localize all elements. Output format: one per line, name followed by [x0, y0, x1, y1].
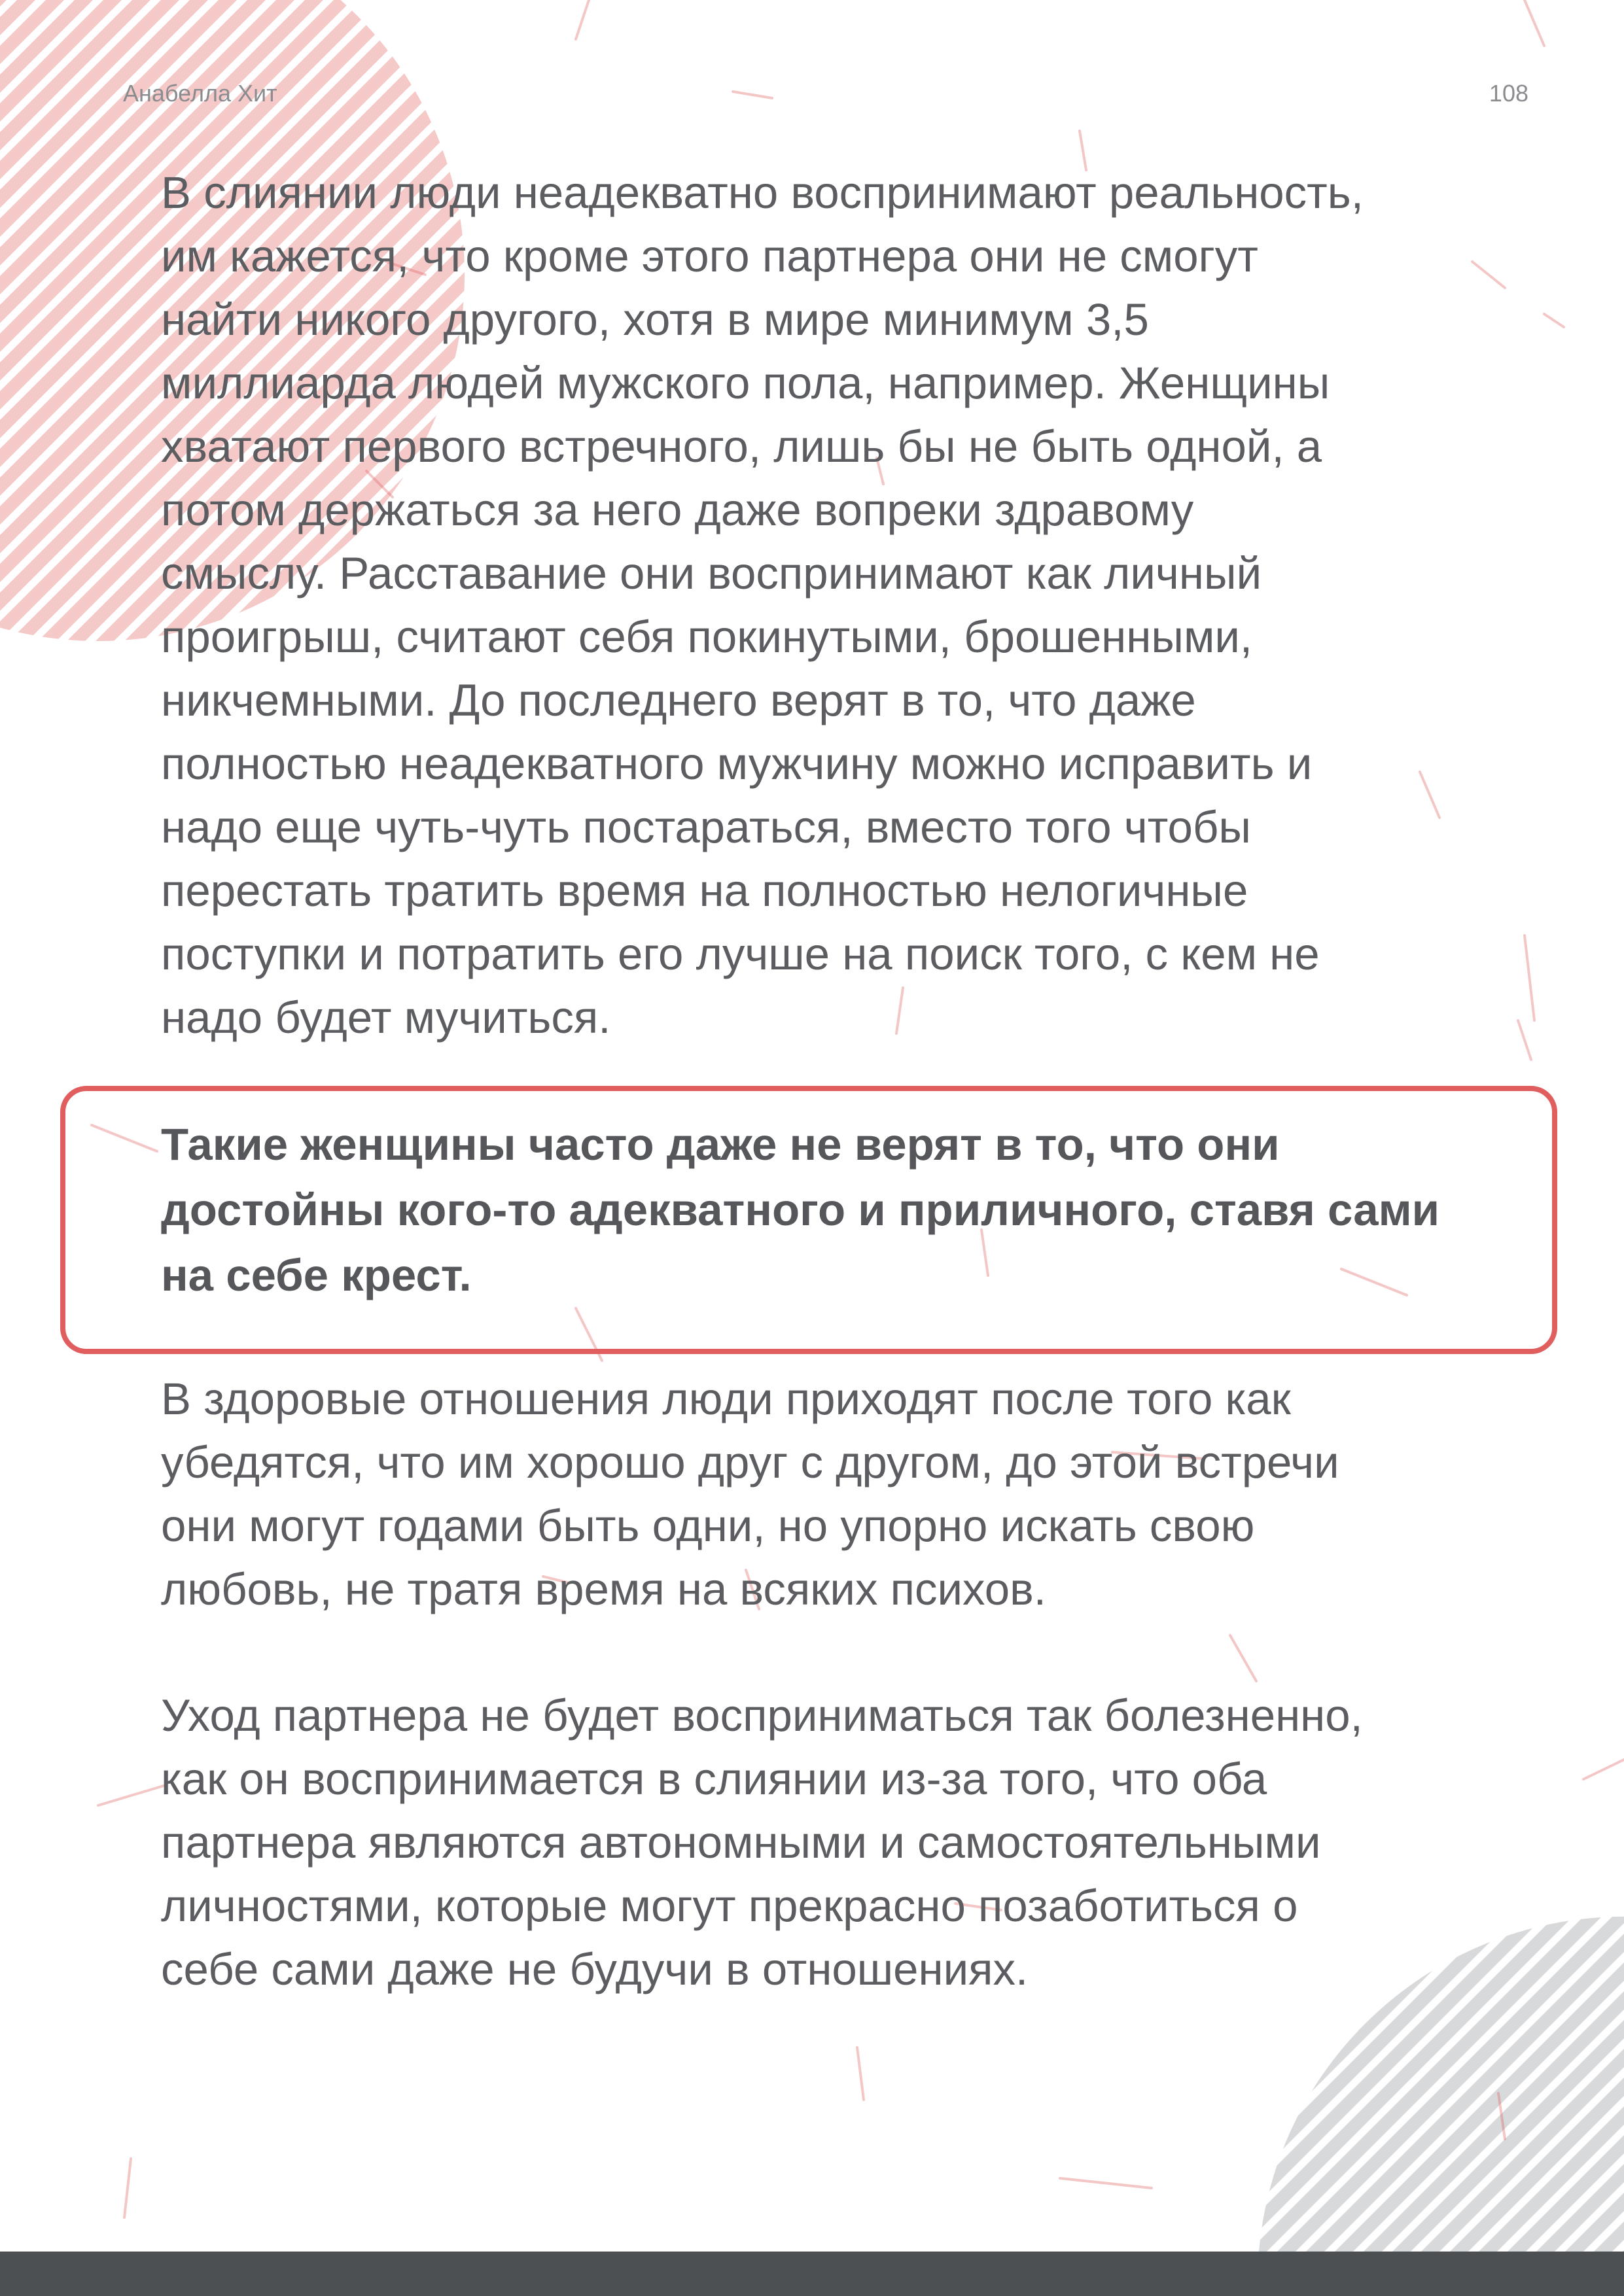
confetti-dash — [1060, 2178, 1152, 2188]
confetti-dash — [1525, 0, 1544, 46]
header-author: Анабелла Хит — [123, 80, 277, 107]
confetti-dash — [124, 2159, 131, 2218]
confetti-dash — [1230, 1635, 1256, 1681]
page-number: 108 — [1489, 80, 1528, 107]
confetti-dash — [1583, 1760, 1624, 1779]
confetti-dash — [857, 2047, 864, 2100]
body-paragraph: В слиянии люди неадекватно воспринимают реальность, им кажется, что кроме этого партнера они не смогут найти никого другого, хотя в мире минимум 3,5 миллиарда людей мужского пола, например. Женщины хватают первого встречного, лишь бы не быть одной, а потом держаться за него даже вопреки здравому смыслу. Расставание они воспринимают как личный проигрыш, считают себя покинутыми, брошенными, никчемными. До последнего верят в то, что даже полностью неадекватного мужчину можно исправить и надо еще чуть-чуть постараться, вместо того чтобы перестать тратить время на полностью нелогичные поступки и потратить его лучше на поиск того, с кем не надо будет мучиться. — [161, 167, 1364, 1043]
callout-text: Такие женщины часто даже не верят в то, что они достойны кого-то адекватного и приличного, ставя сами на себе крест. — [161, 1119, 1440, 1300]
footer-bar — [0, 2252, 1624, 2296]
confetti-dash — [733, 92, 772, 98]
confetti-dash — [576, 0, 589, 39]
body-paragraph: В здоровые отношения люди приходят после того как убедятся, что им хорошо друг с другом, до этой встречи они могут годами быть одни, но упорно искать свою любовь, не тратя время на всяких психов. — [161, 1374, 1339, 1614]
confetti-dash — [98, 1786, 164, 1805]
confetti-dash — [1544, 314, 1564, 327]
body-paragraph: Уход партнера не будет восприниматься так болезненно, как он воспринимается в слиянии из-за того, что оба партнера являются автономными и самостоятельными личностями, которые могут прекрасно позаботиться о себе сами даже не будучи в отношениях. — [161, 1690, 1363, 1994]
